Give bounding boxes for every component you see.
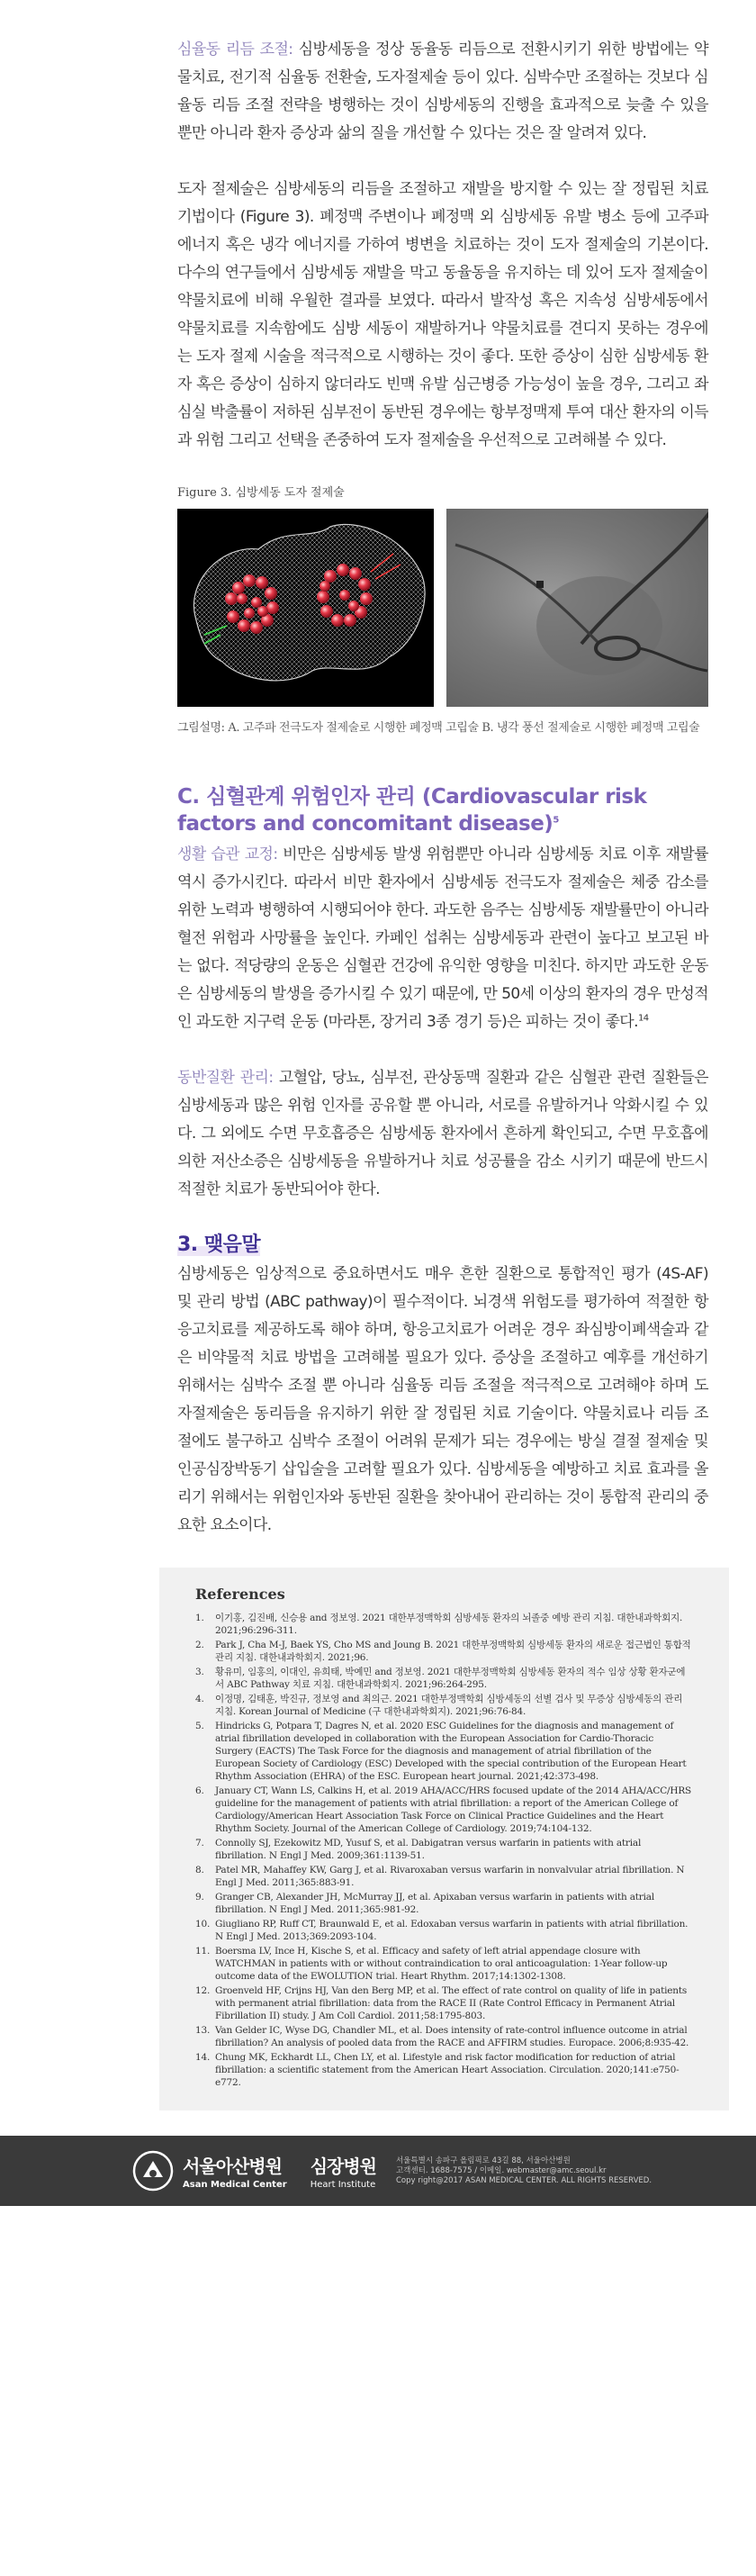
reference-number: 7. <box>195 1838 204 1848</box>
reference-text: January CT, Wann LS, Calkins H, et al. 2019 AHA/ACC/HRS focused update of the 2014 AHA/ACC/HRS guideline for the management of patients with atrial fibrillation: a report of the American College of Cardiology/American Heart Association Task Force on Clinical Practice Guidelines and the Heart Rhythm Society. Journal of the American College of Cardiology. 2019;74:104-132. <box>215 1785 692 1834</box>
reference-item <box>195 1837 693 1862</box>
reference-item <box>195 1918 693 1943</box>
reference-number: 12. <box>195 1985 211 1996</box>
figure-image-a-3d-atrial-map <box>177 509 434 707</box>
institute-name-kr: 심장병원 <box>310 2156 376 2177</box>
reference-number: 1. <box>195 1613 204 1623</box>
reference-number: 4. <box>195 1694 204 1704</box>
reference-item <box>195 2051 693 2089</box>
reference-item <box>195 1864 693 1889</box>
asan-logo-icon <box>132 2150 174 2192</box>
reference-number: 8. <box>195 1865 204 1876</box>
fluoroscopy-graphic <box>446 509 708 707</box>
lifestyle-body: 비만은 심방세동 발생 위험뿐만 아니라 심방세동 치료 이후 재발률 역시 증가시킨다. 따라서 비만 환자에서 심방세동 전극도자 절제술은 체중 감소를 위한 노력과 병행하여 시행되어야 한다. 과도한 음주는 심방세동 재발률만이 아니라 혈전 위험과 사망률을 높인다. 카페인 섭취는 심방세동과 관련이 높다고 보고된 바는 없다. 적당량의 운동은 심혈관 건강에 유익한 영향을 미친다. 하지만 과도한 운동은 심방세동의 발생을 증가시킬 수 있기 때문에, 만 50세 이상의 환자의 경우 만성적인 과도한 지구력 운동 (마라톤, 장거리 3종 경기 등)은 피하는 것이 좋다. <box>177 845 708 1031</box>
reference-text: Connolly SJ, Ezekowitz MD, Yusuf S, et al. Dabigatran versus warfarin in patients with atrial fibrillation. N Engl J Med. 2009;361:1139-51. <box>215 1838 642 1861</box>
comorbidity-body: 고혈압, 당뇨, 심부전, 관상동맥 질환과 같은 심혈관 관련 질환들은 심방세동과 많은 위험 인자를 공유할 뿐 아니라, 서로를 유발하거나 악화시킬 수 있다. 그 외에도 수면 무호흡증은 심방세동 환자에서 흔하게 확인되고, 수면 무호흡에 의한 저산소증은 심방세동을 유발하거나 치료 성공률을 감소 시키기 때문에 반드시 적절한 치료가 동반되어야 한다. <box>177 1069 708 1198</box>
reference-text: Park J, Cha M-J, Baek YS, Cho MS and Joung B. 2021 대한부정맥학회 심방세동 환자의 새로운 접근법인 통합적 관리 지침. 대한내과학회지. 2021;96. <box>215 1640 691 1663</box>
institute-name-en: Heart Institute <box>310 2180 376 2190</box>
reference-number: 2. <box>195 1640 204 1650</box>
reference-text: Van Gelder IC, Wyse DG, Chandler ML, et al. Does intensity of rate-control influence outcome in atrial fibrillation? An analysis of pooled data from the RACE and AFFIRM studies. Europace. 2006;8:935-42. <box>215 2025 689 2048</box>
footer-address: 서울특별시 송파구 올림픽로 43길 88, 서울아산병원 <box>395 2156 571 2165</box>
section-c-title-text: C. 심혈관계 위험인자 관리 (Cardiovascular risk factors and concomitant disease) <box>177 785 647 836</box>
hospital-name-en: Asan Medical Center <box>183 2180 287 2190</box>
reference-number: 14. <box>195 2052 211 2063</box>
reference-item <box>195 2024 693 2049</box>
comorbidity-lead: 동반질환 관리: <box>177 1069 274 1087</box>
references-box <box>159 1568 729 2111</box>
lifestyle-superscript: 14 <box>637 1013 649 1024</box>
figure-3 <box>177 483 708 738</box>
figure-title: Figure 3. 심방세동 도자 절제술 <box>177 486 345 500</box>
reference-number: 6. <box>195 1785 204 1796</box>
footer <box>0 2136 756 2206</box>
reference-text: Granger CB, Alexander JH, McMurray JJ, et al. Apixaban versus warfarin in patients with atrial fibrillation. N Engl J Med. 2011;365:981-92. <box>215 1892 654 1915</box>
reference-number: 10. <box>195 1919 211 1930</box>
paragraph-ablation: 도자 절제술은 심방세동의 리듬을 조절하고 재발을 방지할 수 있는 잘 정립된 치료기법이다 (Figure 3). 폐정맥 주변이나 폐정맥 외 심방세동 유발 병소 등에 고주파 에너지 혹은 냉각 에너지를 가하여 병변을 치료하는 것이 도자 절제술의 기본이다. 다수의 연구들에서 심방세동 재발을 막고 동율동을 유지하는 데 있어 도자 절제술이 약물치료에 비해 우월한 결과를 보였다. 따라서 발작성 혹은 지속성 심방세동에서 약물치료를 지속함에도 심방 세동이 재발하거나 약물치료를 견디지 못하는 경우에는 도자 절제 시술을 적극적으로 시행하는 것이 좋다. 또한 증상이 심한 심방세동 환자 혹은 증상이 심하지 않더라도 빈맥 유발 심근병증 가능성이 높을 경우, 그리고 좌심실 박출률이 저하된 심부전이 동반된 경우에는 항부정맥제 투여 대산 환자의 이득과 위험 그리고 선택을 존중하여 도자 절제술을 우선적으로 고려해볼 수 있다. <box>177 180 708 449</box>
figure-images <box>177 509 708 707</box>
hospital-name <box>183 2152 287 2190</box>
atrial-mesh-graphic <box>177 509 434 707</box>
reference-text: Hindricks G, Potpara T, Dagres N, et al. 2020 ESC Guidelines for the diagnosis and management of atrial fibrillation developed in collaboration with the European Association for Cardio-Thoracic Surgery (EACTS) The Task Force for the diagnosis and management of atrial fibrillation of the European Society of Cardiology (ESC) Developed with the special contribution of the European Heart Rhythm Association (EHRA) of the ESC. European heart journal. 2021;42:373-498. <box>215 1721 687 1782</box>
paragraph-conclusion: 심방세동은 임상적으로 중요하면서도 매우 흔한 질환으로 통합적인 평가 (4S-AF) 및 관리 방법 (ABC pathway)이 필수적이다. 뇌경색 위험도를 평가하여 적절한 항응고치료를 제공하도록 해야 하며, 항응고치료가 어려운 경우 좌심방이폐색술과 같은 비약물적 치료 방법을 고려해볼 필요가 있다. 증상을 조절하고 예후를 개선하기 위해서는 심박수 조절 뿐 아니라 심율동 리듬 조절을 적극적으로 고려해야 하며 도자절제술은 동리듬을 유지하기 위한 잘 정립된 치료 기술이다. 약물치료나 리듬 조절에도 불구하고 심박수 조절이 어려워 문제가 되는 경우에는 방실 결절 절제술 및 인공심장박동기 삽입술을 고려할 필요가 있다. 심방세동을 예방하고 치료 효과를 올리기 위해서는 위험인자와 동반된 질환을 찾아내어 관리하는 것이 통합적 관리의 중요한 요소이다. <box>177 1265 708 1534</box>
reference-text: Boersma LV, Ince H, Kische S, et al. Efficacy and safety of left atrial appendage closure with WATCHMAN in patients with or without contraindication to oral anticoagulation: 1-Year follow-up outcome data of the EWOLUTION trial. Heart Rhythm. 2017;14:1302-1308. <box>215 1946 668 1982</box>
section-c-superscript: 5 <box>553 815 559 826</box>
reference-text: Patel MR, Mahaffey KW, Garg J, et al. Rivaroxaban versus warfarin in nonvalvular atrial fibrillation. N Engl J Med. 2011;365:883-91. <box>215 1865 685 1888</box>
reference-text: 이기홍, 김진배, 신승용 and 정보영. 2021 대한부정맥학회 심방세동 환자의 뇌졸중 예방 관리 지침. 대한내과학회지. 2021;96:296-311. <box>215 1613 683 1636</box>
lifestyle-lead: 생활 습관 교정: <box>177 845 278 863</box>
reference-number: 11. <box>195 1946 211 1957</box>
institute-name <box>310 2152 376 2190</box>
reference-number: 5. <box>195 1721 204 1731</box>
references-list <box>195 1612 693 2089</box>
footer-contact: 고객센터. 1688-7575 / 이메일. webmaster@amc.seoul.kr <box>395 2165 607 2175</box>
reference-item <box>195 1785 693 1835</box>
paragraph-rhythm-control <box>177 36 708 148</box>
reference-text: Groenveld HF, Crijns HJ, Van den Berg MP, et al. The effect of rate control on quality of life in patients with permanent atrial fibrillation: data from the RACE II (Rate Control Efficacy in Permanent Atrial Fibrillation II) study. J Am Coll Cardiol. 2011;58:1795-803. <box>215 1985 688 2021</box>
reference-text: 황유미, 임홍의, 이대인, 유희태, 박예민 and 정보영. 2021 대한부정맥학회 심방세동 환자의 적수 임상 상황 환자군에서 ABC Pathway 치료 지침. 대한내과학회지. 2021;96:264-295. <box>215 1667 686 1690</box>
section-conclusion-title <box>177 1232 708 1259</box>
references-heading: References <box>195 1586 285 1603</box>
footer-info <box>396 2156 652 2186</box>
rhythm-control-body: 심방세동을 정상 동율동 리듬으로 전환시키기 위한 방법에는 약물치료, 전기적 심율동 전환술, 도자절제술 등이 있다. 심박수만 조절하는 것보다 심율동 리듬 조절 전략을 병행하는 것이 심방세동의 진행을 효과적으로 늦출 수 있을 뿐만 아니라 환자 증상과 삶의 질을 개선할 수 있다는 것은 잘 알려져 있다. <box>177 41 708 142</box>
reference-text: 이정명, 김태훈, 박진규, 정보영 and 최의근. 2021 대한부정맥학회 심방세동의 선별 검사 및 무증상 심방세동의 관리 지침. Korean Journal of Medicine (구 대한내과학회지). 2021;96:76-84. <box>215 1694 683 1717</box>
reference-item <box>195 1693 693 1718</box>
paragraph-lifestyle <box>177 841 708 1036</box>
reference-text: Giugliano RP, Ruff CT, Braunwald E, et al. Edoxaban versus warfarin in patients with atrial fibrillation. N Engl J Med. 2013;369:2093-104. <box>215 1919 688 1942</box>
reference-item <box>195 1666 693 1691</box>
reference-item <box>195 1945 693 1983</box>
footer-copyright: Copy right@2017 ASAN MEDICAL CENTER. ALL RIGHTS RESERVED. <box>395 2175 652 2185</box>
reference-number: 13. <box>195 2025 211 2036</box>
reference-item <box>195 1639 693 1664</box>
figure-caption: 그림설명: A. 고주파 전극도자 절제술로 시행한 폐정맥 고립술 B. 냉각 풍선 절제술로 시행한 폐정맥 고립술 <box>177 721 700 735</box>
rhythm-control-lead: 심율동 리듬 조절: <box>177 41 293 59</box>
reference-number: 9. <box>195 1892 204 1903</box>
reference-item <box>195 1720 693 1783</box>
reference-item <box>195 1891 693 1916</box>
reference-item <box>195 1984 693 2022</box>
section-conclusion-title-text: 3. 맺음말 <box>177 1234 261 1256</box>
section-c-title <box>177 783 708 837</box>
paragraph-comorbidity <box>177 1064 708 1204</box>
reference-item <box>195 1612 693 1637</box>
reference-text: Chung MK, Eckhardt LL, Chen LY, et al. Lifestyle and risk factor modification for reduction of atrial fibrillation: a scientific statement from the American Heart Association. Circulation. 2020;141:e750-e772. <box>215 2052 680 2088</box>
hospital-name-kr: 서울아산병원 <box>183 2156 282 2177</box>
figure-image-b-fluoroscopy <box>446 509 708 707</box>
reference-number: 3. <box>195 1667 204 1677</box>
